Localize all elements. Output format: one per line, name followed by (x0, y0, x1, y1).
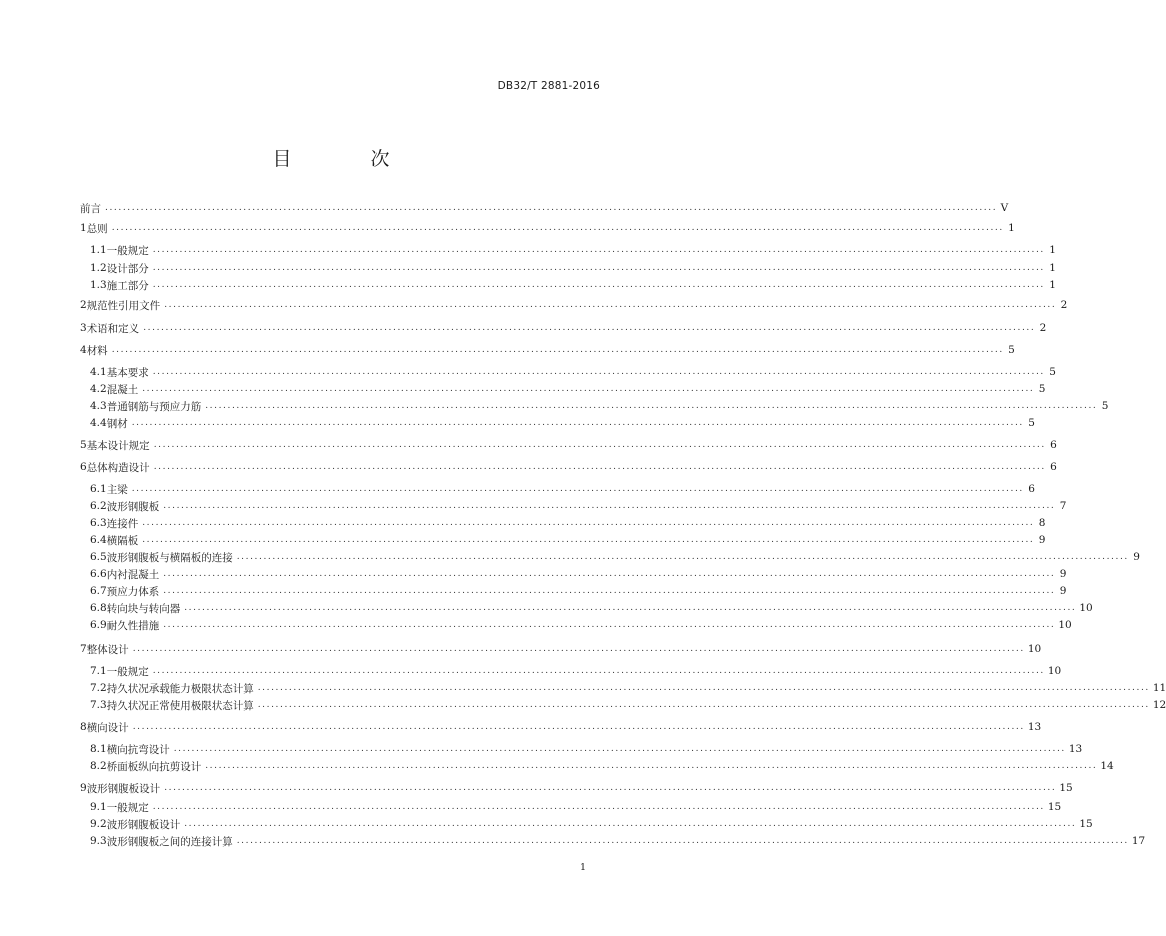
toc-entry[interactable] (90, 697, 1166, 713)
toc-entry-label: 波形钢腹板设计 (106, 818, 181, 831)
toc-dot-leader: ........................................................................................................................................................................................................ (257, 683, 1150, 693)
toc-entry-label: 主梁 (106, 483, 128, 496)
toc-entry-number: 4.2 (90, 383, 107, 395)
toc-entry-page: V (1000, 202, 1009, 214)
toc-entry-page: 5 (1101, 400, 1109, 412)
toc-entry-label: 规范性引用文件 (86, 299, 161, 312)
toc-entry[interactable] (90, 549, 1140, 565)
toc-entry-page: 10 (1079, 602, 1093, 614)
toc-entry[interactable] (80, 459, 1057, 475)
toc-dot-leader: ........................................................................................................................................................................................................ (152, 802, 1045, 812)
toc-entry-number: 7.1 (90, 665, 107, 677)
toc-entry-page: 10 (1058, 619, 1072, 631)
toc-dot-leader: ........................................................................................................................................................................................................ (163, 501, 1056, 511)
toc-dot-leader: ........................................................................................................................................................................................................ (142, 535, 1035, 545)
toc-entry-page: 5 (1028, 417, 1035, 429)
toc-entry-page: 6 (1028, 483, 1035, 495)
toc-entry-label: 设计部分 (106, 262, 149, 275)
toc-entry-label: 钢材 (106, 417, 128, 430)
toc-entry-label: 桥面板纵向抗剪设计 (106, 760, 202, 773)
toc-entry-page: 1 (1049, 262, 1056, 274)
toc-entry[interactable] (90, 242, 1056, 258)
toc-entry-number: 6.6 (90, 568, 107, 580)
toc-entry-label: 总则 (86, 222, 108, 235)
toc-dot-leader: ........................................................................................................................................................................................................ (152, 367, 1045, 377)
toc-entry-number: 9.3 (90, 835, 107, 847)
toc-entry-number: 6 (80, 461, 87, 473)
toc-entry[interactable] (90, 833, 1146, 849)
toc-dot-leader: ........................................................................................................................................................................................................ (163, 569, 1056, 579)
toc-entry[interactable] (90, 816, 1093, 832)
toc-dot-leader: ........................................................................................................................................................................................................ (132, 722, 1025, 732)
toc-entry-number: 6.2 (90, 500, 107, 512)
toc-entry-page: 9 (1038, 534, 1046, 546)
toc-dot-leader: ........................................................................................................................................................................................................ (111, 223, 1004, 233)
toc-entry-number: 7.2 (90, 682, 107, 694)
toc-entry[interactable] (90, 364, 1056, 380)
toc-entry[interactable] (80, 200, 1009, 216)
toc-title: 目 次 (272, 148, 420, 170)
toc-entry-page: 9 (1133, 551, 1140, 563)
toc-entry-label: 横向抗弯设计 (106, 743, 170, 756)
toc-entry[interactable] (90, 398, 1109, 414)
toc-entry[interactable] (80, 641, 1042, 657)
toc-dot-leader: ........................................................................................................................................................................................................ (152, 263, 1045, 273)
toc-entry-number: 4 (80, 344, 87, 356)
toc-entry-number: 7.3 (90, 699, 107, 711)
toc-entry-number: 6.5 (90, 551, 107, 563)
toc-entry[interactable] (90, 583, 1067, 599)
toc-entry-label: 持久状况正常使用极限状态计算 (106, 699, 254, 712)
toc-entry-number: 6.8 (90, 602, 107, 614)
toc-dot-leader: ........................................................................................................................................................................................................ (131, 484, 1024, 494)
toc-entry[interactable] (90, 381, 1046, 397)
toc-entry-label: 波形钢腹板之间的连接计算 (106, 835, 233, 848)
toc-entry-page: 9 (1059, 585, 1067, 597)
toc-dot-leader: ........................................................................................................................................................................................................ (236, 836, 1129, 846)
toc-entry[interactable] (90, 617, 1072, 633)
toc-entry-page: 15 (1059, 782, 1073, 794)
toc-entry-number: 7 (80, 643, 87, 655)
toc-entry-label: 前言 (80, 202, 101, 215)
toc-entry-page: 10 (1047, 665, 1062, 677)
toc-entry[interactable] (90, 600, 1093, 616)
toc-dot-leader: ........................................................................................................................................................................................................ (105, 203, 998, 213)
toc-entry[interactable] (80, 719, 1042, 735)
toc-entry-number: 8 (80, 721, 87, 733)
toc-entry-page: 14 (1100, 760, 1114, 772)
toc-entry-number: 1.1 (90, 244, 107, 256)
toc-dot-leader: ........................................................................................................................................................................................................ (111, 345, 1004, 355)
toc-dot-leader: ........................................................................................................................................................................................................ (152, 245, 1045, 255)
toc-entry-label: 耐久性措施 (106, 619, 160, 632)
toc-entry-label: 普通钢筋与预应力筋 (106, 400, 202, 413)
toc-entry-label: 总体构造设计 (86, 461, 150, 474)
toc-entry-number: 6.7 (90, 585, 107, 597)
toc-entry[interactable] (80, 342, 1015, 358)
toc-entry-label: 施工部分 (106, 279, 149, 292)
toc-entry-number: 1.2 (90, 262, 107, 274)
toc-entry-number: 8.2 (90, 760, 107, 772)
toc-entry-label: 转向块与转向器 (106, 602, 181, 615)
toc-entry[interactable] (90, 515, 1046, 531)
toc-entry-label: 一般规定 (106, 665, 149, 678)
toc-dot-leader: ........................................................................................................................................................................................................ (257, 700, 1150, 710)
page-header-doc-code: DB32/T 2881-2016 (497, 80, 600, 92)
toc-entry-number: 4.1 (90, 366, 107, 378)
toc-dot-leader: ........................................................................................................................................................................................................ (184, 819, 1077, 829)
toc-entry[interactable] (90, 566, 1067, 582)
toc-dot-leader: ........................................................................................................................................................................................................ (163, 586, 1056, 596)
toc-entry-label: 波形钢腹板与横隔板的连接 (106, 551, 233, 564)
toc-dot-leader: ........................................................................................................................................................................................................ (164, 783, 1057, 793)
toc-dot-leader: ........................................................................................................................................................................................................ (143, 323, 1036, 333)
toc-entry-page: 2 (1060, 299, 1068, 311)
toc-entry-page: 6 (1050, 461, 1057, 473)
toc-dot-leader: ........................................................................................................................................................................................................ (205, 761, 1098, 771)
toc-entry[interactable] (90, 758, 1114, 774)
toc-entry[interactable] (90, 415, 1035, 431)
toc-entry-page: 7 (1059, 500, 1067, 512)
toc-dot-leader: ........................................................................................................................................................................................................ (163, 620, 1056, 630)
toc-entry-number: 6.3 (90, 517, 107, 529)
toc-entry[interactable] (90, 277, 1056, 293)
toc-entry-number: 4.4 (90, 417, 107, 429)
toc-dot-leader: ........................................................................................................................................................................................................ (152, 666, 1045, 676)
toc-entry-page: 6 (1050, 439, 1057, 451)
toc-entry[interactable] (90, 532, 1046, 548)
toc-entry[interactable] (90, 799, 1062, 815)
toc-entry-page: 13 (1068, 743, 1083, 755)
toc-dot-leader: ........................................................................................................................................................................................................ (132, 644, 1025, 654)
toc-entry-number: 3 (80, 322, 87, 334)
toc-entry-number: 9.1 (90, 801, 107, 813)
toc-entry-page: 1 (1049, 279, 1056, 291)
toc-entry-page: 11 (1152, 682, 1166, 694)
toc-entry-number: 1.3 (90, 279, 107, 291)
toc-dot-leader: ........................................................................................................................................................................................................ (142, 384, 1035, 394)
toc-entry-label: 预应力体系 (106, 585, 160, 598)
toc-entry-page: 15 (1079, 818, 1093, 830)
toc-entry-page: 13 (1027, 721, 1042, 733)
toc-entry[interactable] (90, 741, 1083, 757)
toc-entry-page: 12 (1152, 699, 1166, 711)
toc-entry-label: 混凝土 (106, 383, 139, 396)
toc-entry-page: 17 (1131, 835, 1146, 847)
toc-entry[interactable] (90, 260, 1056, 276)
toc-entry-page: 5 (1038, 383, 1046, 395)
toc-entry-page: 5 (1008, 344, 1015, 356)
toc-entry-label: 术语和定义 (86, 322, 140, 335)
toc-dot-leader: ........................................................................................................................................................................................................ (184, 603, 1077, 613)
toc-dot-leader: ........................................................................................................................................................................................................ (152, 280, 1045, 290)
toc-entry-number: 9 (80, 782, 87, 794)
toc-entry-page: 2 (1039, 322, 1047, 334)
toc-dot-leader: ........................................................................................................................................................................................................ (153, 440, 1046, 450)
toc-entry[interactable] (80, 220, 1015, 236)
toc-entry-label: 一般规定 (106, 801, 149, 814)
toc-entry-page: 5 (1049, 366, 1056, 378)
toc-entry-number: 6.9 (90, 619, 107, 631)
page-number: 1 (579, 862, 586, 873)
toc-dot-leader: ........................................................................................................................................................................................................ (205, 401, 1098, 411)
toc-entry[interactable] (80, 320, 1047, 336)
toc-entry-label: 基本设计规定 (86, 439, 150, 452)
toc-entry-page: 10 (1027, 643, 1042, 655)
toc-entry-number: 2 (80, 299, 87, 311)
toc-entry-label: 持久状况承载能力极限状态计算 (106, 682, 254, 695)
toc-entry-number: 9.2 (90, 818, 107, 830)
toc-entry-number: 1 (80, 222, 87, 234)
toc-entry-label: 内衬混凝土 (106, 568, 160, 581)
toc-entry-page: 15 (1047, 801, 1062, 813)
toc-dot-leader: ........................................................................................................................................................................................................ (164, 300, 1057, 310)
toc-entry[interactable] (90, 680, 1166, 696)
toc-entry[interactable] (90, 481, 1035, 497)
toc-dot-leader: ........................................................................................................................................................................................................ (236, 552, 1129, 562)
toc-dot-leader: ........................................................................................................................................................................................................ (173, 744, 1066, 754)
toc-entry-page: 9 (1059, 568, 1067, 580)
toc-entry-label: 横向设计 (86, 721, 129, 734)
toc-entry-label: 一般规定 (106, 244, 149, 257)
toc-dot-leader: ........................................................................................................................................................................................................ (153, 462, 1046, 472)
toc-entry-number: 5 (80, 439, 87, 451)
toc-entry-label: 横隔板 (106, 534, 139, 547)
toc-dot-leader: ........................................................................................................................................................................................................ (131, 418, 1024, 428)
toc-entry[interactable] (80, 437, 1057, 453)
toc-entry-page: 1 (1049, 244, 1056, 256)
toc-entry[interactable] (80, 780, 1073, 796)
toc-entry-label: 波形钢腹板 (106, 500, 160, 513)
toc-dot-leader: ........................................................................................................................................................................................................ (142, 518, 1035, 528)
toc-entry-label: 基本要求 (106, 366, 149, 379)
toc-entry-label: 波形钢腹板设计 (86, 782, 161, 795)
toc-entry[interactable] (90, 498, 1067, 514)
toc-entry-label: 整体设计 (86, 643, 129, 656)
toc-entry-number: 6.4 (90, 534, 107, 546)
toc-entry-label: 材料 (86, 344, 108, 357)
toc-entry-number: 6.1 (90, 483, 107, 495)
toc-entry-label: 连接件 (106, 517, 139, 530)
toc-entry[interactable] (80, 297, 1068, 313)
toc-entry[interactable] (90, 663, 1062, 679)
toc-entry-number: 8.1 (90, 743, 107, 755)
toc-entry-page: 1 (1008, 222, 1015, 234)
toc-entry-number: 4.3 (90, 400, 107, 412)
toc-entry-page: 8 (1038, 517, 1046, 529)
